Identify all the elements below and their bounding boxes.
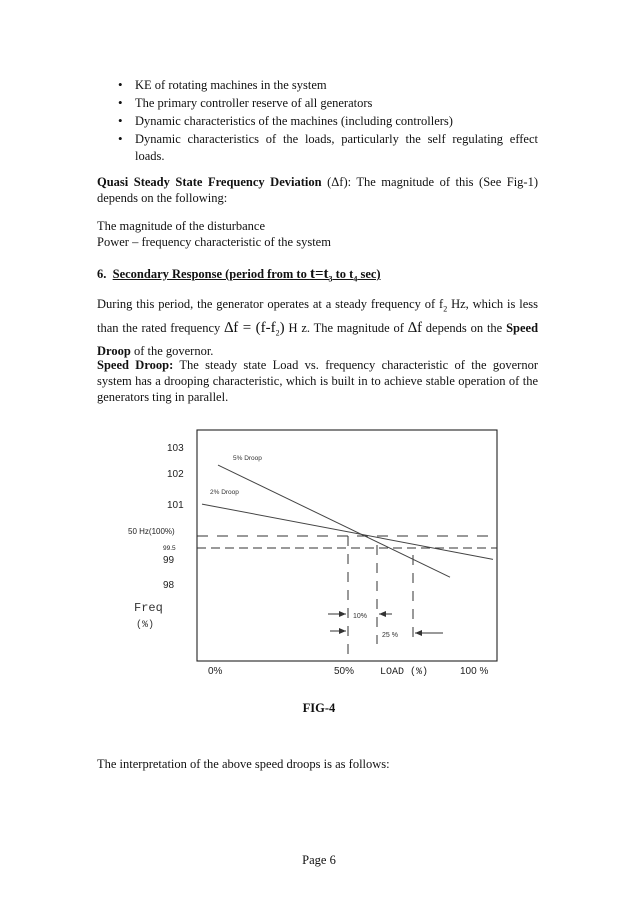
para-text: depends on the: [421, 320, 507, 335]
y-axis-unit: (%): [136, 620, 155, 631]
para-text: ): [279, 319, 285, 336]
section-title: Secondary Response (period from to: [112, 267, 310, 281]
speed-droop-text: The steady state Load vs. frequency characteristic of the governor system has a drooping characteristic, which is built in to achieve stable operation of the generators ting in parallel.: [97, 358, 538, 404]
quasi-paragraph: [97, 174, 538, 206]
para-text: H z. The magnitude of: [284, 320, 408, 335]
para-text: During this period, the generator operates at a steady frequency of f: [97, 297, 444, 311]
speed-droop-paragraph: [97, 357, 538, 405]
sub-2: 2: [275, 328, 280, 337]
annotation-25: 25 %: [382, 632, 398, 639]
para-text: Hz, which is less than the rated frequency: [97, 297, 538, 335]
sub-3: 3: [328, 274, 333, 284]
bullet-item: • Dynamic characteristics of the machines (including controllers): [118, 113, 538, 130]
y-tick-label: 102: [167, 469, 184, 480]
series-label: 2% Droop: [210, 489, 239, 496]
arrowhead: [339, 628, 346, 634]
speed-droop-chart: [120, 420, 540, 690]
annotation-10: 10%: [353, 613, 368, 620]
section-mid: to t: [332, 267, 354, 281]
y-tick-label: 101: [167, 500, 184, 511]
para-text: of the governor.: [130, 344, 214, 358]
y-axis-label: Freq: [134, 601, 163, 615]
bullet-item: • Dynamic characteristics of the loads, particularly the self regulating effect loads.: [118, 131, 538, 164]
x-axis-label: LOAD (%): [380, 667, 429, 678]
chart-frame: [197, 430, 497, 661]
figure-caption: FIG-4: [302, 701, 336, 715]
arrowhead: [339, 611, 346, 617]
magnitude-line: The magnitude of the disturbance: [97, 219, 265, 233]
quasi-heading: Quasi Steady State Frequency Deviation: [97, 175, 322, 189]
sub-4: 4: [353, 274, 358, 284]
section-tail: sec): [357, 267, 381, 281]
x-tick-label: 50%: [334, 666, 355, 677]
y-tick-label: 50 Hz(100%): [128, 527, 175, 536]
speed-droop-bold: Speed Droop: [97, 320, 539, 358]
y-tick-label: 99.5: [163, 545, 176, 552]
delta-f: ∆f: [407, 319, 422, 336]
bullet-item: • The primary controller reserve of all generators: [118, 95, 538, 112]
x-tick-label: 0%: [208, 666, 223, 677]
interpretation-text: The interpretation of the above speed droops is as follows:: [97, 757, 390, 771]
page-number: Page 6: [302, 853, 336, 867]
bullet-item: • KE of rotating machines in the system: [118, 77, 538, 94]
magnitude-line: Power – frequency characteristic of the system: [97, 235, 331, 249]
sub-2: 2: [443, 304, 448, 314]
magnitude-list: [97, 218, 538, 250]
speed-droop-heading: Speed Droop:: [97, 358, 174, 372]
arrowhead: [379, 611, 386, 617]
arrowhead: [415, 630, 422, 636]
series-label: 5% Droop: [233, 455, 262, 462]
delta-f: ∆f = (f-f: [224, 319, 276, 336]
series-line-2-percent-droop: [202, 504, 493, 559]
section-number: 6.: [97, 267, 107, 281]
section-t: t=t: [309, 266, 329, 282]
x-tick-label: 100 %: [460, 666, 489, 677]
y-tick-label: 99: [163, 555, 175, 566]
secondary-response-paragraph: [97, 295, 538, 360]
y-tick-label: 103: [167, 443, 184, 454]
series-line-5-percent-droop: [218, 465, 450, 577]
bullet-list: [118, 77, 538, 166]
y-tick-label: 98: [163, 580, 175, 591]
section-6-heading: [97, 266, 538, 288]
quasi-text: (Δf): The magnitude of this (See Fig-1) depends on the following:: [97, 175, 539, 205]
